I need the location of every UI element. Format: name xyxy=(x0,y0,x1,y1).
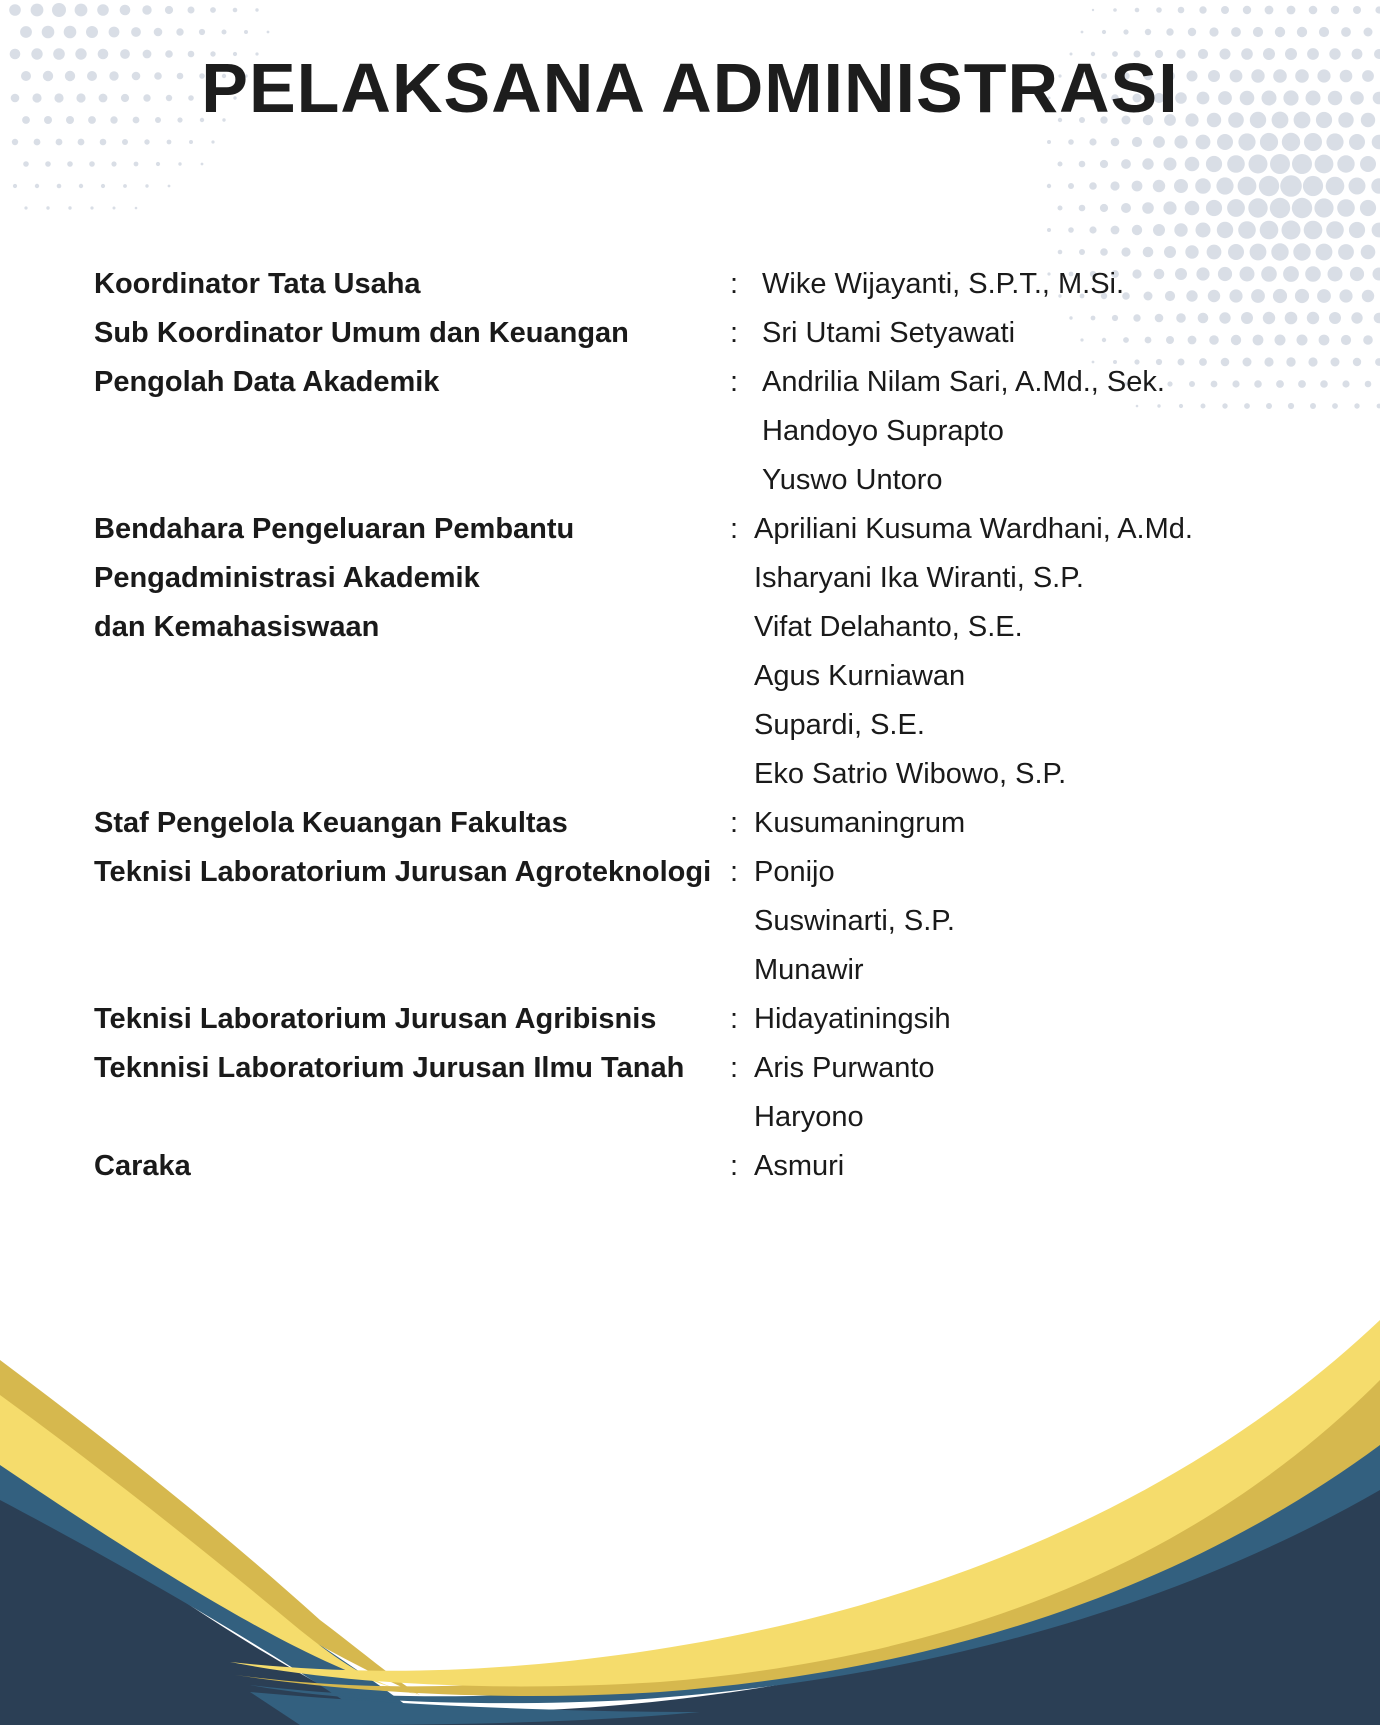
role-label xyxy=(94,995,730,1044)
decorative-dot xyxy=(1206,200,1222,216)
decorative-dot xyxy=(1293,243,1310,260)
decorative-dot xyxy=(1217,134,1233,150)
decorative-dot xyxy=(1079,249,1085,255)
role-label xyxy=(94,799,730,848)
decorative-dot xyxy=(1375,358,1380,366)
staff-names xyxy=(754,309,1314,358)
decorative-dot xyxy=(1282,221,1301,240)
decorative-dot xyxy=(1292,154,1312,174)
wave-decoration xyxy=(0,1300,1380,1725)
decorative-dot xyxy=(31,4,44,17)
decorative-dot xyxy=(1142,158,1153,169)
colon-separator: : xyxy=(730,1052,739,1084)
decorative-dot xyxy=(1089,226,1096,233)
decorative-dot xyxy=(1349,178,1366,195)
decorative-dot xyxy=(1248,198,1267,217)
staff-names xyxy=(754,505,1314,799)
role-label xyxy=(94,1142,730,1191)
decorative-dot xyxy=(1280,175,1302,197)
decorative-dot xyxy=(1132,181,1143,192)
role-line: Bendahara Pengeluaran Pembantu xyxy=(94,513,575,545)
decorative-dot xyxy=(1196,223,1211,238)
decorative-dot xyxy=(1328,267,1343,282)
staff-group xyxy=(94,799,1314,848)
staff-name: Suswinarti, S.P. xyxy=(754,905,955,937)
decorative-dot xyxy=(1303,176,1323,196)
decorative-dot xyxy=(1350,267,1364,281)
decorative-dot xyxy=(1142,202,1154,214)
decorative-dot xyxy=(1089,138,1096,145)
decorative-dot xyxy=(188,7,195,14)
decorative-dot xyxy=(1349,134,1365,150)
decorative-dot xyxy=(1145,29,1151,35)
staff-name: Aris Purwanto xyxy=(754,1052,935,1084)
decorative-dot xyxy=(1068,227,1074,233)
decorative-dot xyxy=(56,139,63,146)
decorative-dot xyxy=(1319,335,1330,346)
decorative-dot xyxy=(1238,133,1255,150)
decorative-dot xyxy=(178,162,181,165)
decorative-dot xyxy=(1374,313,1380,324)
decorative-dot xyxy=(1216,177,1233,194)
decorative-dot xyxy=(1047,228,1051,232)
decorative-dot xyxy=(1163,201,1176,214)
role-label xyxy=(94,848,730,995)
decorative-dot xyxy=(1100,248,1108,256)
decorative-dot xyxy=(1238,221,1256,239)
decorative-dot xyxy=(24,206,27,209)
decorative-dot xyxy=(1377,404,1380,409)
decorative-dot xyxy=(1079,161,1086,168)
staff-group xyxy=(94,260,1314,309)
decorative-dot xyxy=(1123,29,1128,34)
decorative-dot xyxy=(1320,380,1328,388)
staff-names xyxy=(754,995,1314,1044)
role-line: Pengadministrasi Akademik xyxy=(94,562,480,594)
staff-group xyxy=(94,505,1314,799)
decorative-dot xyxy=(1332,403,1338,409)
decorative-dot xyxy=(1196,135,1211,150)
decorative-dot xyxy=(34,139,41,146)
decorative-dot xyxy=(1331,6,1339,14)
colon-separator: : xyxy=(730,856,739,888)
colon-separator: : xyxy=(730,1150,739,1182)
staff-names xyxy=(754,799,1314,848)
staff-name: Agus Kurniawan xyxy=(754,660,966,692)
decorative-dot xyxy=(1185,157,1200,172)
role-label xyxy=(94,260,730,309)
staff-names xyxy=(754,1142,1314,1191)
decorative-dot xyxy=(1113,8,1117,12)
page-title: PELAKSANA ADMINISTRASI xyxy=(201,49,1179,127)
decorative-dot xyxy=(154,28,163,37)
colon-separator: : xyxy=(730,268,739,300)
decorative-dot xyxy=(1100,160,1108,168)
staff-name: Haryono xyxy=(754,1101,864,1133)
decorative-dot xyxy=(1081,31,1084,34)
decorative-dot xyxy=(1132,225,1142,235)
decorative-dot xyxy=(68,206,71,209)
colon-separator: : xyxy=(730,366,739,398)
decorative-dot xyxy=(267,31,270,34)
role-line: Caraka xyxy=(94,1150,191,1182)
decorative-dot xyxy=(1326,221,1344,239)
role-line: Staf Pengelola Keuangan Fakultas xyxy=(94,807,568,839)
decorative-dot xyxy=(145,184,148,187)
staff-name: Andrilia Nilam Sari, A.Md., Sek. xyxy=(762,366,1165,398)
decorative-dot xyxy=(12,139,18,145)
decorative-dot xyxy=(1270,198,1290,218)
staff-names xyxy=(754,1044,1314,1142)
role-line: Teknisi Laboratorium Jurusan Agribisnis xyxy=(94,1003,657,1035)
decorative-dot xyxy=(75,4,88,17)
decorative-dot xyxy=(45,161,51,167)
decorative-dot xyxy=(1166,28,1173,35)
staff-name: Apriliani Kusuma Wardhani, A.Md. xyxy=(754,513,1193,545)
decorative-dot xyxy=(1047,140,1051,144)
staff-name: Wike Wijayanti, S.P.T., M.Si. xyxy=(762,268,1125,300)
decorative-dot xyxy=(1250,244,1267,261)
decorative-dot xyxy=(1354,403,1359,408)
decorative-dot xyxy=(1174,223,1187,236)
staff-names xyxy=(754,848,1314,995)
staff-name: Vifat Delahanto, S.E. xyxy=(754,611,1023,643)
decorative-dot xyxy=(1282,133,1300,151)
decorative-dot xyxy=(135,207,138,210)
decorative-dot xyxy=(1373,268,1380,281)
decorative-dot xyxy=(1292,198,1312,218)
decorative-dot xyxy=(1164,158,1177,171)
decorative-dot xyxy=(131,27,141,37)
decorative-dot xyxy=(1111,138,1120,147)
decorative-dot xyxy=(1375,6,1380,13)
decorative-dot xyxy=(1156,7,1162,13)
decorative-dot xyxy=(1209,27,1218,36)
decorative-dot xyxy=(1319,27,1329,37)
decorative-dot xyxy=(1372,135,1380,150)
decorative-dot xyxy=(111,161,116,166)
decorative-dot xyxy=(1079,205,1086,212)
staff-group xyxy=(94,1142,1314,1191)
decorative-dot xyxy=(1275,27,1285,37)
decorative-dot xyxy=(1188,28,1196,36)
decorative-dot xyxy=(1326,177,1345,196)
staff-group xyxy=(94,995,1314,1044)
decorative-dot xyxy=(1360,156,1376,172)
decorative-dot xyxy=(1143,247,1154,258)
decorative-dot xyxy=(1253,27,1263,37)
decorative-dot xyxy=(1068,183,1074,189)
staff-name: Ponijo xyxy=(754,856,835,888)
decorative-dot xyxy=(1153,180,1165,192)
decorative-dot xyxy=(113,207,116,210)
decorative-dot xyxy=(1243,6,1251,14)
decorative-dot xyxy=(1353,6,1361,14)
staff-name: Eko Satrio Wibowo, S.P. xyxy=(754,758,1067,790)
colon-separator: : xyxy=(730,1003,739,1035)
decorative-dot xyxy=(1314,198,1333,217)
decorative-dot xyxy=(1132,137,1142,147)
decorative-dot xyxy=(1349,222,1365,238)
decorative-dot xyxy=(1058,162,1063,167)
decorative-dot xyxy=(1304,133,1322,151)
decorative-dot xyxy=(64,26,77,39)
decorative-dot xyxy=(1164,246,1176,258)
role-line: dan Kemahasiswaan xyxy=(94,611,380,643)
decorative-dot xyxy=(1185,201,1200,216)
decorative-dot xyxy=(1338,244,1354,260)
staff-name: Hidayatiningsih xyxy=(754,1003,951,1035)
decorative-dot xyxy=(1102,30,1106,34)
decorative-dot xyxy=(46,206,49,209)
decorative-dot xyxy=(1304,221,1323,240)
decorative-dot xyxy=(1206,156,1222,172)
decorative-dot xyxy=(1331,358,1340,367)
decorative-dot xyxy=(35,184,39,188)
decorative-dot xyxy=(57,184,62,189)
decorative-dot xyxy=(120,5,131,16)
decorative-dot xyxy=(13,184,17,188)
decorative-dot xyxy=(67,161,73,167)
staff-group xyxy=(94,848,1314,995)
decorative-dot xyxy=(1339,289,1352,302)
staff-list xyxy=(94,260,1314,1191)
decorative-dot xyxy=(1364,28,1373,37)
staff-name: Yuswo Untoro xyxy=(762,464,943,496)
decorative-dot xyxy=(1362,290,1374,302)
decorative-dot xyxy=(97,4,109,16)
decorative-dot xyxy=(1110,181,1119,190)
decorative-dot xyxy=(189,140,193,144)
decorative-dot xyxy=(1058,206,1063,211)
decorative-dot xyxy=(210,7,216,13)
decorative-dot xyxy=(1199,6,1206,13)
decorative-dot xyxy=(1238,177,1257,196)
role-label xyxy=(94,309,730,358)
decorative-dot xyxy=(1361,245,1376,260)
decorative-dot xyxy=(1259,176,1279,196)
decorative-dot xyxy=(255,8,258,11)
decorative-dot xyxy=(1341,335,1351,345)
staff-names xyxy=(754,260,1314,309)
decorative-dot xyxy=(244,30,248,34)
staff-name: Kusumaningrum xyxy=(754,807,966,839)
staff-group xyxy=(94,309,1314,358)
staff-group xyxy=(94,1044,1314,1142)
decorative-dot xyxy=(1265,6,1274,15)
decorative-dot xyxy=(109,27,120,38)
decorative-dot xyxy=(1317,289,1331,303)
decorative-dot xyxy=(1174,179,1188,193)
decorative-dot xyxy=(86,26,98,38)
decorative-dot xyxy=(134,162,139,167)
staff-names xyxy=(754,358,1314,505)
decorative-dot xyxy=(1227,199,1245,217)
decorative-dot xyxy=(1111,226,1120,235)
decorative-dot xyxy=(1297,27,1307,37)
decorative-dot xyxy=(1315,155,1334,174)
decorative-dot xyxy=(1329,312,1341,324)
decorative-dot xyxy=(1271,243,1288,260)
role-line: Teknisi Laboratorium Jurusan Agroteknologi xyxy=(94,856,712,888)
decorative-dot xyxy=(1353,358,1361,366)
decorative-dot xyxy=(1185,245,1198,258)
decorative-dot xyxy=(52,3,66,17)
decorative-dot xyxy=(90,206,93,209)
decorative-dot xyxy=(1337,155,1354,172)
decorative-dot xyxy=(1207,245,1222,260)
decorative-dot xyxy=(168,185,171,188)
decorative-dot xyxy=(100,139,107,146)
staff-group xyxy=(94,358,1314,505)
decorative-dot xyxy=(1326,133,1343,150)
staff-name: Supardi, S.E. xyxy=(754,709,925,741)
decorative-dot xyxy=(1221,6,1229,14)
decorative-dot xyxy=(1372,223,1380,238)
decorative-dot xyxy=(1351,312,1362,323)
decorative-dot xyxy=(1047,184,1051,188)
decorative-dot xyxy=(1068,139,1074,145)
decorative-dot xyxy=(165,6,173,14)
decorative-dot xyxy=(101,184,105,188)
decorative-dot xyxy=(1153,224,1165,236)
staff-name: Isharyani Ika Wiranti, S.P. xyxy=(754,562,1084,594)
decorative-dot xyxy=(1135,8,1140,13)
decorative-dot xyxy=(1371,178,1380,193)
decorative-dot xyxy=(1174,135,1187,148)
decorative-dot xyxy=(1260,133,1278,151)
decorative-dot xyxy=(1260,221,1279,240)
decorative-dot xyxy=(1228,244,1244,260)
staff-name: Handoyo Suprapto xyxy=(762,415,1004,447)
decorative-dot xyxy=(1217,222,1233,238)
decorative-dot xyxy=(1309,6,1318,15)
decorative-dot xyxy=(1337,199,1355,217)
decorative-dot xyxy=(1121,203,1131,213)
decorative-dot xyxy=(1231,27,1241,37)
decorative-dot xyxy=(1316,244,1333,261)
role-label xyxy=(94,1044,730,1142)
decorative-dot xyxy=(9,4,21,16)
staff-name: Sri Utami Setyawati xyxy=(762,317,1016,349)
decorative-dot xyxy=(176,28,183,35)
decorative-dot xyxy=(201,163,204,166)
decorative-dot xyxy=(1121,159,1131,169)
decorative-dot xyxy=(1121,247,1130,256)
decorative-dot xyxy=(1365,381,1372,388)
decorative-dot xyxy=(78,139,85,146)
colon-separator: : xyxy=(730,807,739,839)
decorative-dot xyxy=(1270,154,1290,174)
decorative-dot xyxy=(42,26,55,39)
decorative-dot xyxy=(1363,335,1373,345)
decorative-dot xyxy=(1058,250,1063,255)
staff-name: Asmuri xyxy=(754,1150,845,1182)
decorative-dot xyxy=(1360,200,1376,216)
decorative-dot xyxy=(1089,182,1097,190)
decorative-dot xyxy=(199,29,205,35)
decorative-dot xyxy=(20,26,32,38)
decorative-dot xyxy=(1342,380,1349,387)
decorative-dot xyxy=(1100,204,1108,212)
decorative-dot xyxy=(1341,27,1351,37)
decorative-dot xyxy=(142,5,151,14)
decorative-dot xyxy=(1153,136,1165,148)
decorative-dot xyxy=(1195,178,1211,194)
decorative-dot xyxy=(1249,155,1268,174)
decorative-dot xyxy=(222,30,227,35)
colon-separator: : xyxy=(730,513,739,545)
decorative-dot xyxy=(23,161,29,167)
decorative-dot xyxy=(233,8,238,13)
decorative-dot xyxy=(122,139,128,145)
decorative-dot xyxy=(1287,6,1296,15)
role-line: Pengolah Data Akademik xyxy=(94,366,440,398)
decorative-dot xyxy=(79,184,83,188)
decorative-dot xyxy=(1178,7,1185,14)
colon-separator: : xyxy=(730,317,739,349)
decorative-dot xyxy=(89,161,95,167)
role-line: Koordinator Tata Usaha xyxy=(94,268,421,300)
role-line: Sub Koordinator Umum dan Keuangan xyxy=(94,317,629,349)
role-label xyxy=(94,358,730,505)
decorative-dot xyxy=(167,140,172,145)
staff-name: Munawir xyxy=(754,954,864,986)
role-label xyxy=(94,505,730,799)
decorative-dot xyxy=(144,139,149,144)
decorative-dot xyxy=(1092,9,1094,11)
role-line: Teknnisi Laboratorium Jurusan Ilmu Tanah xyxy=(94,1052,685,1084)
decorative-dot xyxy=(156,162,160,166)
decorative-dot xyxy=(1227,155,1245,173)
decorative-dot xyxy=(123,184,127,188)
decorative-dot xyxy=(211,140,214,143)
